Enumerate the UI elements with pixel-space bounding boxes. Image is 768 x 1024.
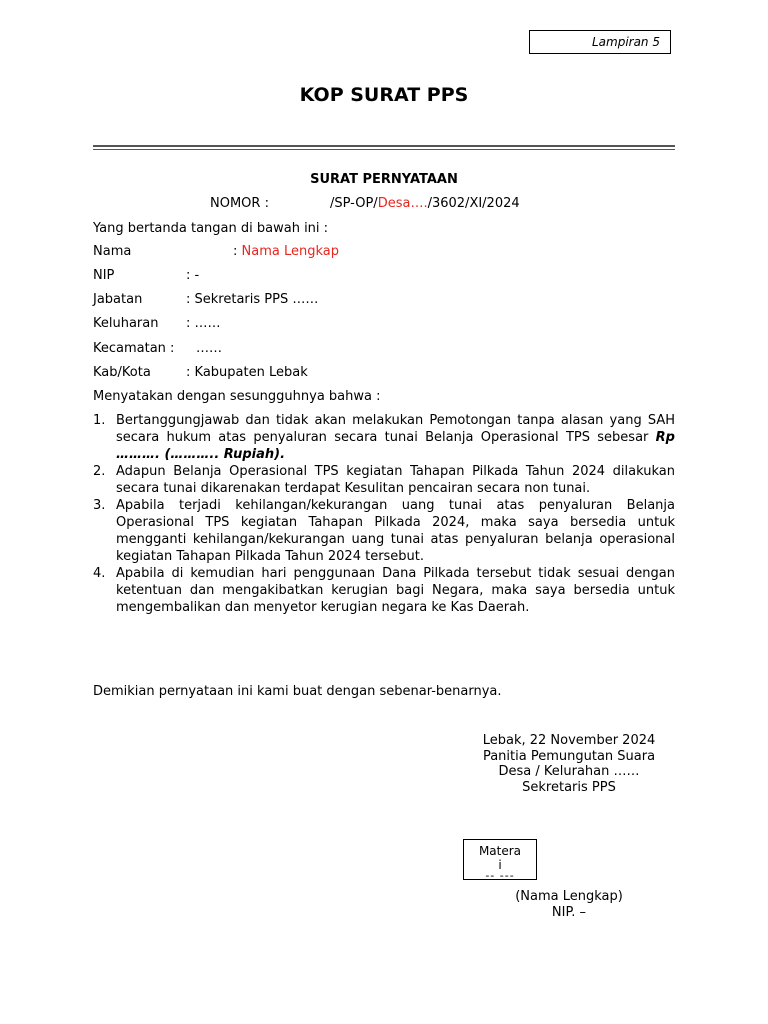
signer-nip: NIP. – (551, 905, 587, 920)
letterhead-rule-thin (93, 149, 675, 150)
field-value: : Sekretaris PPS …… (186, 292, 319, 307)
list-item: 4. Apabila di kemudian hari penggunaan Dana Pilkada tersebut tidak sesuai dengan ketentuan dan mengakibatkan kerugian bagi Negara, maka saya bersedia untuk mengembalikan dan menyetor kerugian negara ke Kas Daerah. (93, 566, 675, 615)
materai-label-1: Matera (478, 844, 522, 858)
org-line-1: Panitia Pemungutan Suara (482, 748, 656, 764)
statement-list (93, 412, 675, 616)
list-item: 1. Bertanggungjawab dan tidak akan melakukan Pemotongan tanpa alasan yang SAH secara hukum atas penyaluran secara tunai Belanja Operasional TPS sebesar Rp ………. (……….. Rupiah). (93, 413, 675, 462)
amount-text: Rp ………. (……….. Rupiah). (116, 430, 675, 462)
list-item: 3. Apabila terjadi kehilangan/kekurangan uang tunai atas penyaluran Belanja Operasional TPS kegiatan Tahapan Pilkada 2024, maka saya bersedia untuk mengganti kehilangan/kekurangan uang tunai atas penyaluran belanja operasional kegiatan Tahapan Pilkada Tahun 2024 tersebut. (93, 498, 675, 564)
signer-name: (Nama Lengkap) (515, 889, 623, 904)
letterhead-rule-thick (93, 145, 675, 147)
field-label: Keluharan (93, 316, 159, 331)
field-value: : Kabupaten Lebak (186, 365, 308, 380)
field-value: …… (196, 341, 222, 356)
lampiran-label: Lampiran 5 (591, 35, 660, 49)
nomor-value (330, 196, 520, 211)
letterhead-title: KOP SURAT PPS (299, 84, 469, 106)
document-title: SURAT PERNYATAAN (310, 172, 458, 187)
field-value: : - (186, 268, 200, 283)
org-line-2: Desa / Kelurahan …… (498, 764, 640, 779)
field-label: Jabatan (93, 292, 143, 307)
closing-text: Demikian pernyataan ini kami buat dengan sebenar-benarnya. (93, 684, 502, 699)
materai-box (463, 839, 537, 880)
signer-role: Sekretaris PPS (522, 779, 616, 795)
materai-label-2: i (498, 858, 502, 872)
nomor-suffix: /3602/XI/2024 (427, 196, 520, 211)
statement-intro: Menyatakan dengan sesungguhnya bahwa : (93, 389, 381, 404)
nomor-prefix: /SP-OP/ (330, 196, 378, 211)
nomor-desa: Desa…. (377, 196, 428, 211)
field-label: NIP (93, 268, 115, 283)
nomor-label: NOMOR : (210, 196, 269, 211)
place-date: Lebak, 22 November 2024 (482, 733, 656, 748)
field-label: Nama (93, 244, 132, 259)
list-item: 2. Adapun Belanja Operasional TPS kegiatan Tahapan Pilkada Tahun 2024 dilakukan secara tunai dikarenakan terdapat Kesulitan pencairan secara non tunai. (93, 464, 675, 496)
intro-text: Yang bertanda tangan di bawah ini : (93, 221, 329, 236)
field-value: : …… (186, 316, 221, 331)
signature-block (455, 733, 683, 795)
signer-block (455, 889, 683, 921)
field-label: Kecamatan : (93, 341, 175, 356)
lampiran-box (529, 30, 671, 54)
field-value: : Nama Lengkap (233, 244, 340, 259)
field-label: Kab/Kota (93, 365, 151, 380)
materai-dash: -- --- (485, 869, 515, 880)
